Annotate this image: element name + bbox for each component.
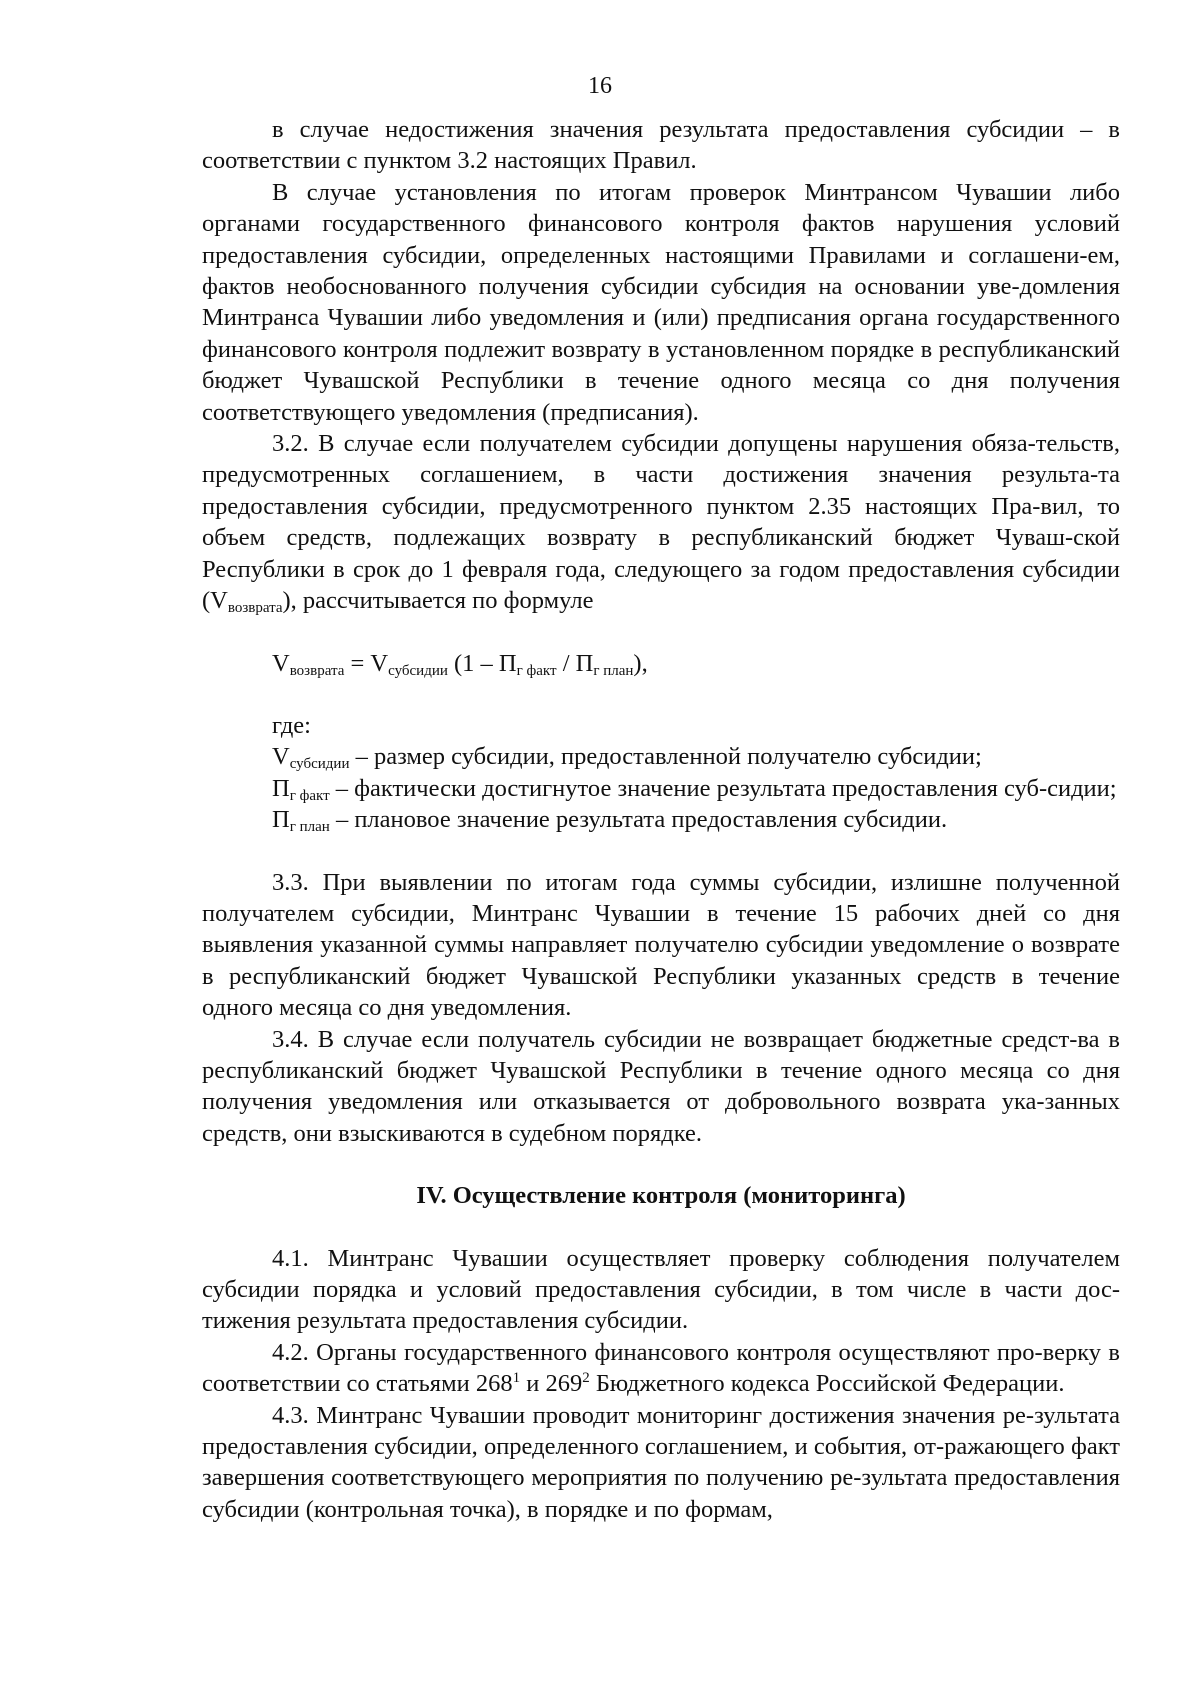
- document-body: [202, 114, 1120, 1525]
- paragraph-3-2-tail: ), рассчитывается по формуле: [282, 587, 594, 615]
- definition-p-plan: [202, 804, 1120, 835]
- definition-1-text: – размер субсидии, предоставленной получателю субсидии;: [349, 743, 982, 771]
- paragraph-3-4: 3.4. В случае если получатель субсидии не возвращает бюджетные средст-ва в республиканский бюджет Чувашской Республики в течение одного месяца со дня получения уведомления или отказывается от добровольного возврата ука-занных средств, они взыскиваются в судебном порядке.: [202, 1025, 1120, 1147]
- paragraph-3-2: [202, 428, 1120, 616]
- formula-pf-sub: г факт: [516, 662, 557, 679]
- paragraph-4-2-a: 4.2. Органы государственного финансового контроля осуществляют про-верку в соответствии со статьями 268: [202, 1338, 1120, 1398]
- paragraph-4-2-sup1: 1: [512, 1370, 521, 1387]
- paragraph-1: в случае недостижения значения результата предоставления субсидии – в соответствии с пунктом 3.2 настоящих Правил.: [202, 116, 1120, 175]
- paragraph-4-2: [202, 1337, 1120, 1400]
- formula-close: ),: [633, 649, 648, 677]
- paragraph-4-1: 4.1. Минтранс Чувашии осуществляет проверку соблюдения получателем субсидии порядка и условий предоставления субсидии, в том числе в части дос-тижения результата предоставления субсидии.: [202, 1244, 1120, 1335]
- formula-pp-sub: г план: [593, 662, 634, 679]
- paragraph-4-2-c: Бюджетного кодекса Российской Федерации.: [589, 1370, 1065, 1398]
- page-number: 16: [588, 73, 612, 99]
- definition-p-fact: [202, 773, 1120, 804]
- formula-vs-sub: субсидии: [388, 662, 448, 679]
- paragraph-3-2-text: 3.2. В случае если получателем субсидии допущены нарушения обяза-тельств, предусмотренных соглашением, в части достижения значения результа-та предоставления субсидии, предусмотренного пунктом 2.35 настоящих Пра-вил, то объем средств, подлежащих возврату в республиканский бюджет Чуваш-ской Республики в срок до 1 февраля года, следующего за годом предоставления субсидии (V: [202, 430, 1120, 615]
- paragraph-4-2-b: и 269: [520, 1370, 583, 1398]
- definition-3-sub: г план: [289, 819, 330, 836]
- paragraph-4-3: 4.3. Минтранс Чувашии проводит мониторинг достижения значения ре-зультата предоставления субсидии, определенного соглашением, и события, от-ражающего факт завершения соответствующего мероприятия по получению ре-зультата предоставления субсидии (контрольная точка), в порядке и по формам,: [202, 1401, 1120, 1523]
- definition-2-text: – фактически достигнутое значение результата предоставления суб-сидии;: [329, 774, 1117, 802]
- paragraph-3-3: 3.3. При выявлении по итогам года суммы субсидии, излишне полученной получателем субсидии, Минтранс Чувашии в течение 15 рабочих дней со дня выявления указанной суммы направляет получателю субсидии уведомление о возврате в республиканский бюджет Чувашской Республики указанных средств в течение одного месяца со дня уведомления.: [202, 868, 1120, 1022]
- definition-3-text: – плановое значение результата предоставления субсидии.: [329, 806, 948, 834]
- formula-eq: = V: [344, 649, 389, 677]
- where-label: где:: [272, 711, 311, 739]
- paragraph-3-2-subscript: возврата: [227, 600, 283, 617]
- spacer: [202, 836, 1120, 867]
- formula-v: V: [272, 649, 290, 677]
- definition-2-sub: г факт: [289, 787, 330, 804]
- section-title: IV. Осуществление контроля (мониторинга): [416, 1182, 906, 1210]
- paragraph-2: В случае установления по итогам проверок Минтрансом Чувашии либо органами государственного финансового контроля фактов нарушения условий предоставления субсидии, определенных настоящими Правилами и соглашени-ем, фактов необоснованного получения субсидии субсидия на основании уве-домления Минтранса Чувашии либо уведомления и (или) предписания органа государственного финансового контроля подлежит возврату в установленном порядке в республиканский бюджет Чувашской Республики в течение одного месяца со дня получения соответствующего уведомления (предписания).: [202, 178, 1120, 426]
- formula: [202, 648, 1120, 679]
- paragraph-4-2-sup2: 2: [582, 1370, 590, 1387]
- formula-div: / П: [556, 649, 594, 677]
- formula-open: (1 – П: [447, 649, 517, 677]
- definition-1-sub: субсидии: [289, 756, 350, 773]
- definition-2-symbol: П: [272, 774, 290, 802]
- definition-v-subsidy: [202, 741, 1120, 772]
- definition-3-symbol: П: [272, 806, 290, 834]
- formula-v-sub: возврата: [289, 662, 345, 679]
- definition-1-symbol: V: [272, 743, 290, 771]
